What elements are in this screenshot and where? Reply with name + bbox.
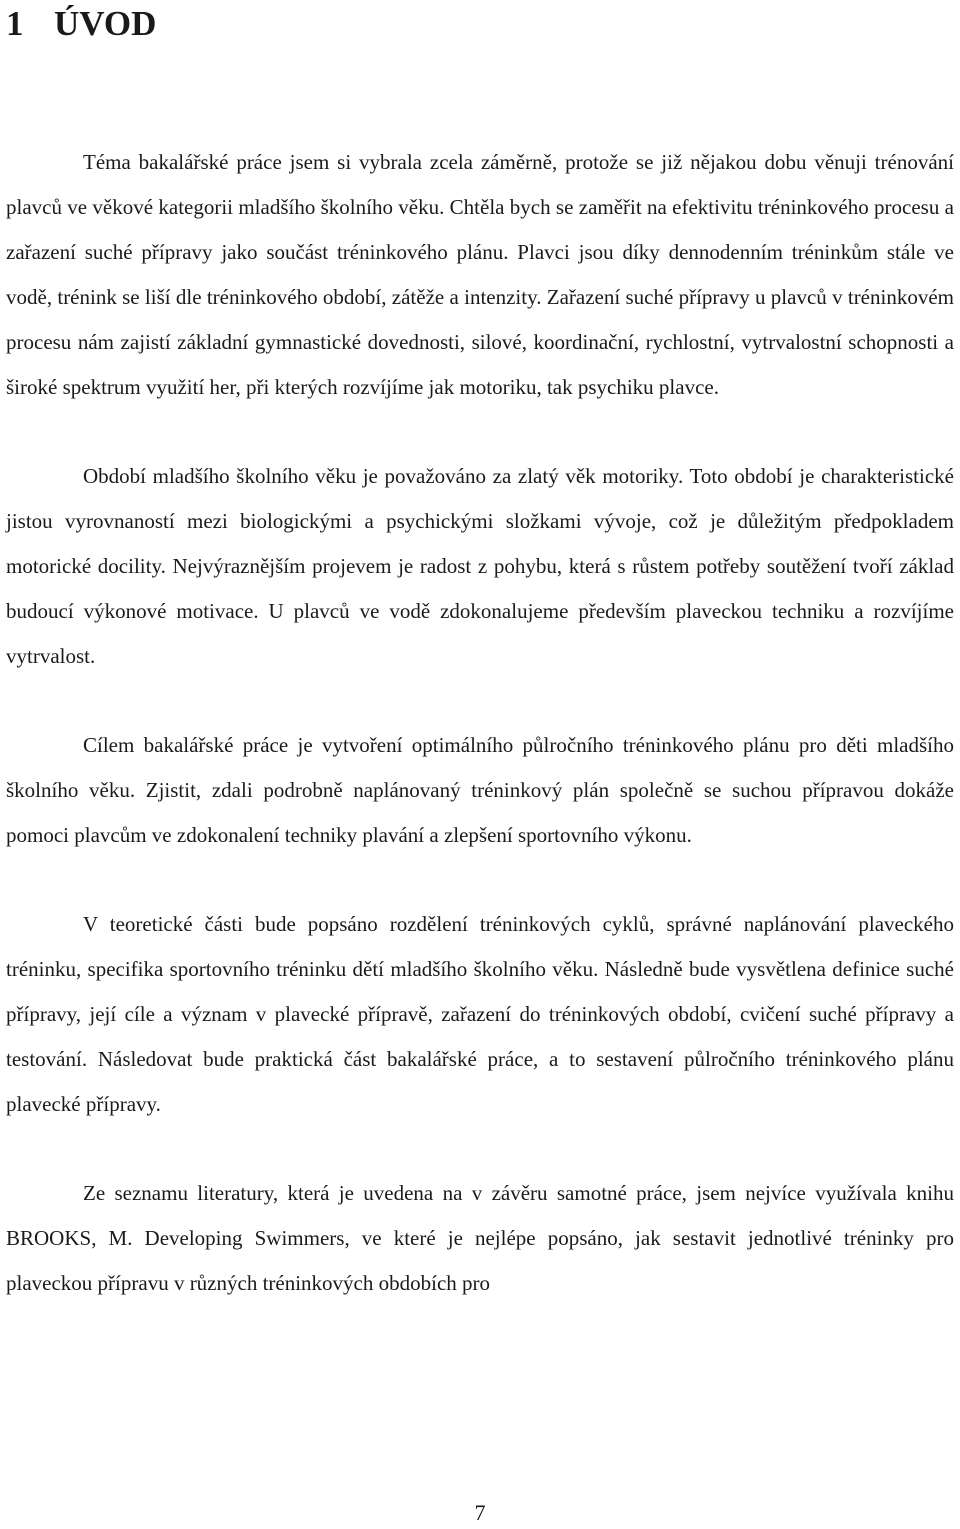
paragraph-4: V teoretické části bude popsáno rozdělení tréninkových cyklů, správné naplánování plaveckého tréninku, specifika sportovního tréninku dětí mladšího školního věku. Následně bude vysvětlena definice suché přípravy, její cíle a význam v plavecké přípravě, zařazení do tréninkových období, cvičení suché přípravy a testování. Následovat bude praktická část bakalářské práce, a to sestavení půlročního tréninkového plánu plavecké přípravy. [6,912,954,1116]
paragraph-5: Ze seznamu literatury, která je uvedena na v závěru samotné práce, jsem nejvíce využívala knihu BROOKS, M. Developing Swimmers, ve které je nejlépe popsáno, jak sestavit jednotlivé tréninky pro plaveckou přípravu v různých tréninkových obdobích pro [6,1181,954,1295]
page-number: 7 [474,1500,486,1525]
paragraph-2: Období mladšího školního věku je považováno za zlatý věk motoriky. Toto období je charakteristické jistou vyrovnaností mezi biologickými a psychickými složkami vývoje, což je důležitým předpokladem motorické docility. Nejvýraznějším projevem je radost z pohybu, která s růstem potřeby soutěžení tvoří základ budoucí výkonové motivace. U plavců ve vodě zdokonalujeme především plaveckou techniku a rozvíjíme vytrvalost. [6,464,954,668]
paragraph-1: Téma bakalářské práce jsem si vybrala zcela záměrně, protože se již nějakou dobu věnuji trénování plavců ve věkové kategorii mladšího školního věku. Chtěla bych se zaměřit na efektivitu tréninkového procesu a zařazení suché přípravy jako součást tréninkového plánu. Plavci jsou díky dennodenním tréninkům stále ve vodě, trénink se liší dle tréninkového období, zátěže a intenzity. Zařazení suché přípravy u plavců v tréninkovém procesu nám zajistí základní gymnastické dovednosti, silové, koordinační, rychlostní, vytrvalostní schopnosti a široké spektrum využití her, při kterých rozvíjíme jak motoriku, tak psychiku plavce. [6,150,954,399]
paragraph-3: Cílem bakalářské práce je vytvoření optimálního půlročního tréninkového plánu pro děti mladšího školního věku. Zjistit, zdali podrobně naplánovaný tréninkový plán společně se suchou přípravou dokáže pomoci plavcům ve zdokonalení techniky plavání a zlepšení sportovního výkonu. [6,733,954,847]
chapter-number: 1 [6,4,24,43]
chapter-heading [6,4,156,44]
body-text [6,140,954,1350]
chapter-title: ÚVOD [54,4,157,43]
